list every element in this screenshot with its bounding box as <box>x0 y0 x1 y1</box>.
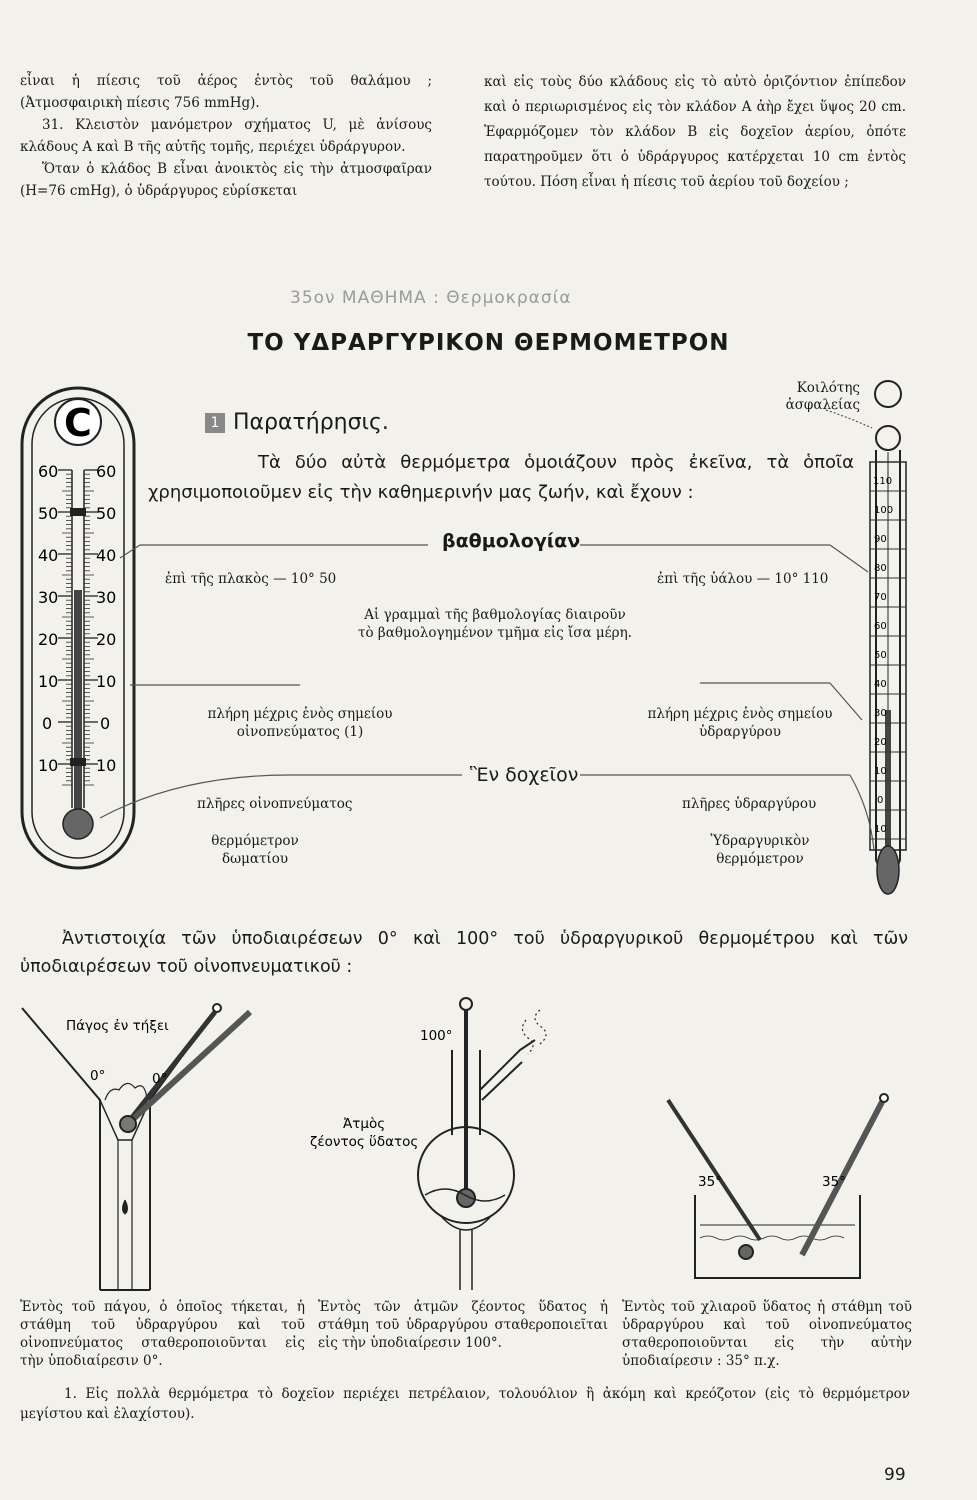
lt-r-3: 30 <box>96 588 117 607</box>
observation-number: 1 <box>205 413 225 433</box>
page-number: 99 <box>884 1465 906 1485</box>
correspondence-span: Ἀντιστοιχία τῶν ὑποδιαιρέσεων 0° καὶ 100° τοῦ ὑδραργυρικοῦ θερμομέτρου καὶ τῶν ὑποδιαιρέσεων τοῦ οἰνοπνευματικοῦ : <box>20 929 908 977</box>
lt-r-0: 60 <box>96 462 117 481</box>
filled-right <box>620 705 860 741</box>
fig1-zero-a: 0° <box>90 1068 106 1084</box>
scale-left: ἐπὶ τῆς πλακὸς — 10° 50 <box>165 571 337 587</box>
main-title <box>0 330 977 356</box>
top-left-column <box>20 70 432 202</box>
section-bulb: Ἓν δοχεῖον <box>470 764 579 786</box>
rt-8: 30 <box>874 708 887 719</box>
filled-right-line1: πλήρη μέχρις ἑνὸς σημείου <box>647 706 833 722</box>
top-right-column <box>484 70 906 195</box>
merc-caption-line2: θερμόμετρον <box>716 851 804 867</box>
fig3-b: 35° <box>822 1174 846 1190</box>
caption-warm: Ἐντὸς τοῦ χλιαροῦ ὕδατος ἡ στάθμη τοῦ ὑδραργύρου καὶ τοῦ οἰνοπνεύματος σταθεροποιοῦνται εἰς τὴν αὐτὴν ὑποδιαίρεσιν : 35° π.χ. <box>622 1299 912 1369</box>
filled-left-line2: οἰνοπνεύματος (1) <box>236 724 364 740</box>
intro-text: Τὰ δύο αὐτὰ θερμόμετρα ὁμοιάζουν πρὸς ἐκεῖνα, τὰ ὁποῖα χρησιμοποιοῦμεν εἰς τὴν καθημερινήν μας ζωήν, καὶ ἔχουν : <box>148 452 854 503</box>
rt-7: 40 <box>874 679 887 690</box>
lt-l-6: 0 <box>42 714 53 733</box>
ice-funnel-figure <box>22 1004 250 1290</box>
lt-l-0: 60 <box>38 462 59 481</box>
rt-2: 90 <box>874 534 887 545</box>
left-marker-top <box>70 508 86 516</box>
correspondence-text <box>20 925 908 981</box>
fig2-hundred: 100° <box>420 1028 453 1044</box>
lt-r-2: 40 <box>96 546 117 565</box>
full-right: πλῆρες ὑδραργύρου <box>682 796 817 812</box>
mercury-thermometer-caption <box>690 832 830 868</box>
rt-1: 100 <box>874 505 894 516</box>
safety-label-line2: ἀσφαλείας <box>785 397 860 413</box>
safety-label <box>740 380 860 414</box>
lt-r-6: 0 <box>100 714 111 733</box>
scale-right: ἐπὶ τῆς ὑάλου — 10° 110 <box>657 571 829 587</box>
fig1-label: Πάγος ἐν τήξει <box>66 1018 169 1034</box>
room-caption-line2: δωματίου <box>221 851 289 867</box>
rt-10: 10 <box>874 766 887 777</box>
top-left-para-2: 31. Κλειστὸν μανόμετρον σχήματος U, μὲ ἀνίσους κλάδους A καὶ B τῆς αὐτῆς τομῆς, περιέχει ὑδράργυρον. <box>20 117 432 155</box>
division-line1: Αἱ γραμμαὶ τῆς βαθμολογίας διαιροῦν <box>364 607 626 623</box>
rt-0: 110 <box>873 476 893 487</box>
lt-l-4: 20 <box>38 630 59 649</box>
merc-caption-line1: Ὑδραργυρικὸν <box>710 833 810 849</box>
filled-right-line2: ὑδραργύρου <box>699 724 781 740</box>
rt-6: 50 <box>874 650 887 661</box>
caption-steam: Ἐντὸς τῶν ἀτμῶν ζέοντος ὕδατος ἡ στάθμη τοῦ ὑδραργύρου σταθεροποιεῖται εἰς τὴν ὑποδιαίρεσιν 100°. <box>318 1299 608 1351</box>
room-caption-line1: θερμόμετρον <box>211 833 299 849</box>
filled-left <box>195 705 405 741</box>
safety-label-line1: Κοιλότης <box>796 380 860 396</box>
lt-r-5: 10 <box>96 672 117 691</box>
room-thermometer <box>22 388 134 868</box>
room-thermometer-caption <box>190 832 320 868</box>
intro-paragraph <box>148 448 854 508</box>
mercury-thermometer <box>870 381 906 894</box>
left-thermo-letter: C <box>64 401 92 445</box>
experiments-figure <box>0 990 977 1295</box>
division-note <box>330 606 660 642</box>
fig2-steam-1: Ἀτμὸς <box>343 1116 386 1132</box>
section-graduation: βαθμολογίαν <box>442 530 581 552</box>
rt-4: 70 <box>874 592 887 603</box>
lt-r-7: 10 <box>96 756 117 775</box>
lesson-heading: 35ον ΜΑΘΗΜΑ : Θερμοκρασία <box>290 288 572 308</box>
lt-r-1: 50 <box>96 504 117 523</box>
lt-l-3: 30 <box>38 588 59 607</box>
division-line2: τὸ βαθμολογημένον τμῆμα εἰς ἴσα μέρη. <box>358 625 632 641</box>
rt-12: 10 <box>874 824 887 835</box>
main-title-text: ΤΟ ΥΔΡΑΡΓΥΡΙΚΟΝ ΘΕΡΜΟΜΕΤΡΟΝ <box>247 330 730 356</box>
fig2-steam-2: ζέοντος ὕδατος <box>310 1134 419 1150</box>
top-left-para-1: εἶναι ἡ πίεσις τοῦ ἀέρος ἐντὸς τοῦ θαλάμου ; (Ἀτμοσφαιρικὴ πίεσις 756 mmHg). <box>20 73 432 111</box>
observation-label: Παρατήρησις. <box>233 410 389 435</box>
fig3-a: 35° <box>698 1174 722 1190</box>
rt-9: 20 <box>874 737 887 748</box>
fig1-zero-b: 0° <box>152 1071 168 1087</box>
footnote <box>20 1384 910 1424</box>
lt-l-1: 50 <box>38 504 59 523</box>
rt-5: 60 <box>874 621 887 632</box>
footnote-text: 1. Εἰς πολλὰ θερμόμετρα τὸ δοχεῖον περιέχει πετρέλαιον, τολουόλιον ἢ ἀκόμη καὶ κρεόζοτον (εἰς τὸ θερμόμετρον μεγίστου καὶ ἐλαχίστου). <box>20 1386 910 1422</box>
lt-l-5: 10 <box>38 672 59 691</box>
rt-11: 0 <box>877 795 884 806</box>
left-marker-bottom <box>70 758 86 766</box>
top-right-para: καὶ εἰς τοὺς δύο κλάδους εἰς τὸ αὐτὸ ὁριζόντιον ἐπίπεδον καὶ ὁ περιωρισμένος εἰς τὸν κλάδον A ἀὴρ ἔχει ὕψος 20 cm. Ἐφαρμόζομεν τὸν κλάδον B εἰς δοχεῖον ἀερίου, ὁπότε παρατηροῦμεν ὅτι ὁ ὑδράργυρος κατέρχεται 10 cm ἐντὸς τούτου. Πόση εἶναι ἡ πίεσις τοῦ ἀερίου τοῦ δοχείου ; <box>484 74 906 190</box>
caption-ice: Ἐντὸς τοῦ πάγου, ὁ ὁποῖος τήκεται, ἡ στάθμη τοῦ ὑδραργύρου καὶ τοῦ οἰνοπνεύματος σταθεροποιοῦνται εἰς τὴν ὑποδιαίρεσιν 0°. <box>20 1299 305 1369</box>
lt-r-4: 20 <box>96 630 117 649</box>
top-left-para-3: Ὅταν ὁ κλάδος B εἶναι ἀνοικτὸς εἰς τὴν ἀτμοσφαῖραν (H=76 cmHg), ὁ ὑδράργυρος εὑρίσκεται <box>20 161 432 199</box>
full-left: πλῆρες οἰνοπνεύματος <box>197 796 353 812</box>
lt-l-2: 40 <box>38 546 59 565</box>
rt-3: 80 <box>874 563 887 574</box>
lt-l-7: 10 <box>38 756 59 775</box>
observation-heading <box>205 410 389 435</box>
filled-left-line1: πλήρη μέχρις ἑνὸς σημείου <box>207 706 393 722</box>
